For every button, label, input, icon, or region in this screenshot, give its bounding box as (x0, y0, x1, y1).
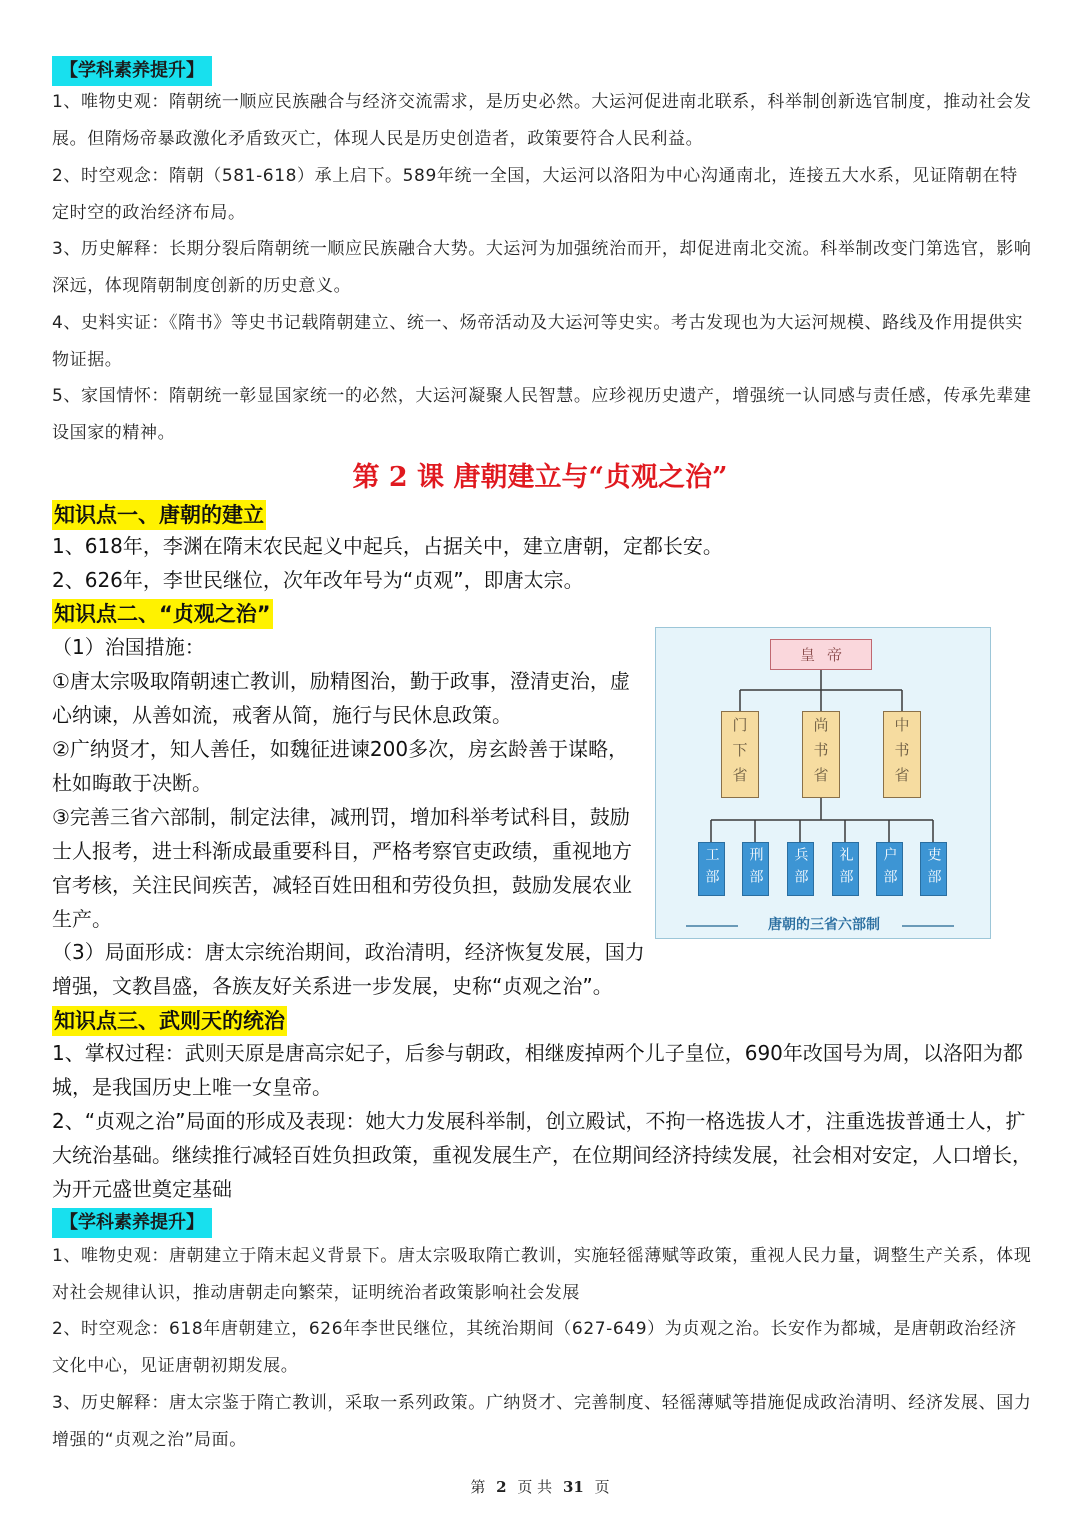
li-bu-box: 礼部 (832, 842, 859, 896)
paragraph: ③完善三省六部制，制定法律，减刑罚，增加科举考试科目，鼓励士人报考，进士科渐成最重要科目，严格考察官吏政绩，重视地方官考核，关注民间疾苦，减轻百姓田租和劳役负担，鼓励发展农业生产。 (52, 805, 632, 931)
paragraph: 3、历史解释：长期分裂后隋朝统一顺应民族融合大势。大运河为加强统治而开，却促进南北交流。科举制改变门第选官，影响深远，体现隋朝制度创新的历史意义。 (52, 239, 1032, 296)
paragraph: 2、时空观念：618年唐朝建立，626年李世民继位，其统治期间（627-649）为贞观之治。长安作为都城，是唐朝政治经济文化中心，见证唐朝初期发展。 (52, 1319, 1017, 1376)
footer-suffix: 页 (594, 1478, 610, 1496)
knowledge-point-title: 知识点一、唐朝的建立 (52, 500, 266, 530)
knowledge-point-title: 知识点三、武则天的统治 (52, 1006, 287, 1036)
three-departments-six-ministries-diagram (655, 627, 991, 939)
paragraph: 2、626年，李世民继位，次年改年号为“贞观”，即唐太宗。 (52, 568, 584, 592)
paragraph: 2、“贞观之治”局面的形成及表现：她大力发展科举制，创立殿试，不拘一格选拔人才，注重选拔普通士人，扩大统治基础。继续推行减轻百姓负担政策，重视发展生产，在位期间经济持续发展，社会相对安定，人口增长，为开元盛世奠定基础 (52, 1109, 1032, 1201)
paragraph: ①唐太宗吸取隋朝速亡教训，励精图治，勤于政事，澄清吏治，虚心纳谏，从善如流，戒奢从简，施行与民休息政策。 (52, 669, 630, 727)
lesson-title: 第 2 课 唐朝建立与“贞观之治” (352, 462, 728, 493)
gong-bu-box: 工部 (698, 842, 725, 896)
section-tag: 【学科素养提升】 (52, 56, 212, 86)
paragraph: 1、唯物史观：隋朝统一顺应民族融合与经济交流需求，是历史必然。大运河促进南北联系，科举制创新选官制度，推动社会发展。但隋炀帝暴政激化矛盾致灭亡，体现人民是历史创造者，政策要符合人民利益。 (52, 92, 1032, 149)
li-bu-personnel-box: 吏部 (920, 842, 947, 896)
menxia-sheng-box: 门下省 (721, 711, 759, 798)
hu-bu-box: 户部 (876, 842, 903, 896)
bing-bu-box: 兵部 (787, 842, 814, 896)
paragraph: 3、历史解释：唐太宗鉴于隋亡教训，采取一系列政策。广纳贤才、完善制度、轻徭薄赋等措施促成政治清明、经济发展、国力增强的“贞观之治”局面。 (52, 1393, 1032, 1450)
knowledge-point-title: 知识点二、“贞观之治” (52, 599, 273, 629)
paragraph: 2、时空观念：隋朝（581-618）承上启下。589年统一全国，大运河以洛阳为中心沟通南北，连接五大水系，见证隋朝在特定时空的政治经济布局。 (52, 166, 1018, 223)
emperor-box: 皇帝 (770, 639, 872, 670)
paragraph: 4、史料实证：《隋书》等史书记载隋朝建立、统一、炀帝活动及大运河等史实。考古发现也为大运河规模、路线及作用提供实物证据。 (52, 313, 1023, 370)
section-tag: 【学科素养提升】 (52, 1208, 212, 1238)
paragraph: 5、家国情怀：隋朝统一彰显国家统一的必然，大运河凝聚人民智慧。应珍视历史遗产，增强统一认同感与责任感，传承先辈建设国家的精神。 (52, 386, 1032, 443)
xing-bu-box: 刑部 (742, 842, 769, 896)
paragraph: 1、掌权过程：武则天原是唐高宗妃子，后参与朝政，相继废掉两个儿子皇位，690年改国号为周，以洛阳为都城，是我国历史上唯一女皇帝。 (52, 1041, 1023, 1099)
paragraph: 1、唯物史观：唐朝建立于隋末起义背景下。唐太宗吸取隋亡教训，实施轻徭薄赋等政策，重视人民力量，调整生产关系，体现对社会规律认识，推动唐朝走向繁荣，证明统治者政策影响社会发展 (52, 1246, 1032, 1303)
paragraph: ②广纳贤才，知人善任，如魏征进谏200多次，房玄龄善于谋略，杜如晦敢于决断。 (52, 737, 629, 795)
paragraph: （1）治国措施： (52, 635, 205, 659)
paragraph: （3）局面形成：唐太宗统治期间，政治清明，经济恢复发展，国力增强，文教昌盛，各族友好关系进一步发展，史称“贞观之治”。 (52, 940, 645, 998)
shangshu-sheng-box: 尚书省 (802, 711, 840, 798)
zhongshu-sheng-box: 中书省 (883, 711, 921, 798)
footer-prefix: 第 (470, 1478, 486, 1496)
total-pages: 31 (562, 1478, 584, 1496)
page-number: 2 (496, 1478, 507, 1496)
page-footer (0, 1476, 1080, 1497)
diagram-caption: 唐朝的三省六部制 (768, 917, 880, 933)
footer-mid: 页 共 (517, 1478, 553, 1496)
paragraph: 1、618年，李渊在隋末农民起义中起兵，占据关中，建立唐朝，定都长安。 (52, 534, 723, 558)
